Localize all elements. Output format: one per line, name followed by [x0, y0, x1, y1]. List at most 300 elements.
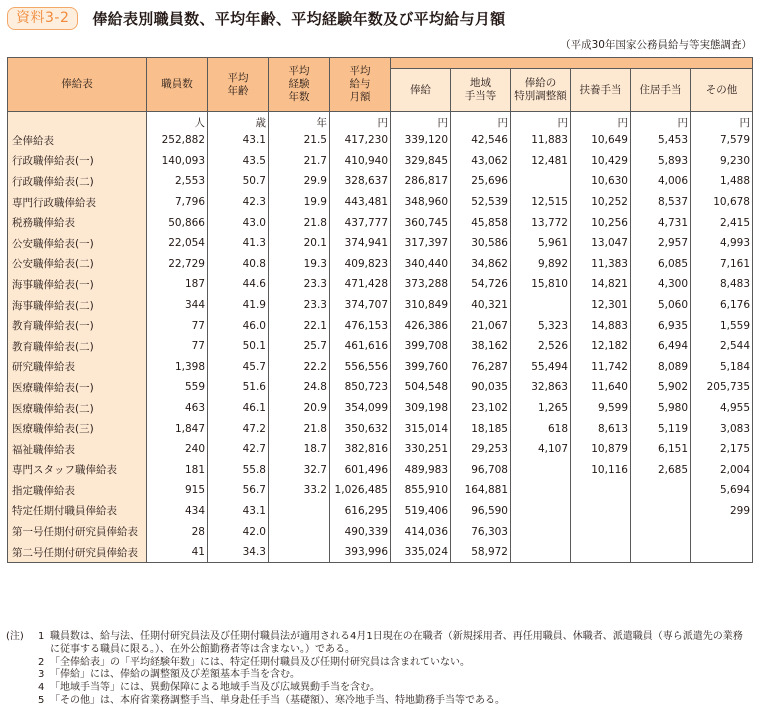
cell-special: 9,892	[511, 254, 571, 275]
cell-age: 43.1	[208, 501, 269, 522]
cell-housing: 6,935	[631, 315, 691, 336]
unit-cell: 円	[571, 112, 631, 131]
cell-other: 5,184	[691, 357, 753, 378]
cell-age: 46.0	[208, 315, 269, 336]
column-header-other	[691, 69, 753, 112]
cell-base: 317,397	[391, 233, 451, 254]
cell-family: 10,630	[571, 171, 631, 192]
cell-family	[571, 480, 631, 501]
cell-regional: 38,162	[451, 336, 511, 357]
cell-staff: 559	[147, 377, 208, 398]
cell-monthly: 354,099	[330, 398, 391, 419]
cell-staff: 434	[147, 501, 208, 522]
cell-staff: 77	[147, 336, 208, 357]
cell-exp	[269, 501, 330, 522]
cell-special	[511, 501, 571, 522]
cell-exp: 25.7	[269, 336, 330, 357]
cell-family: 10,116	[571, 460, 631, 481]
cell-regional: 30,586	[451, 233, 511, 254]
cell-age: 42.3	[208, 192, 269, 213]
cell-other: 2,175	[691, 439, 753, 460]
cell-housing: 5,902	[631, 377, 691, 398]
cell-other: 1,488	[691, 171, 753, 192]
cell-base: 335,024	[391, 542, 451, 563]
cell-age: 43.1	[208, 130, 269, 151]
cell-base: 309,198	[391, 398, 451, 419]
cell-special: 2,526	[511, 336, 571, 357]
cell-regional: 34,862	[451, 254, 511, 275]
cell-age: 44.6	[208, 274, 269, 295]
cell-other: 1,559	[691, 315, 753, 336]
column-header-label: 平均 給与 月額	[349, 65, 371, 103]
cell-family: 8,613	[571, 418, 631, 439]
cell-regional: 23,102	[451, 398, 511, 419]
cell-age: 43.0	[208, 212, 269, 233]
cell-exp: 21.5	[269, 130, 330, 151]
row-label: 専門行政職俸給表	[8, 192, 147, 213]
note-item	[6, 631, 750, 657]
table-row	[8, 480, 753, 501]
cell-regional: 96,708	[451, 460, 511, 481]
cell-monthly: 471,428	[330, 274, 391, 295]
cell-staff: 41	[147, 542, 208, 563]
cell-staff: 28	[147, 521, 208, 542]
cell-exp: 18.7	[269, 439, 330, 460]
column-header-label: 職員数	[161, 78, 193, 90]
cell-housing: 5,980	[631, 398, 691, 419]
table-row	[8, 315, 753, 336]
cell-exp: 22.2	[269, 357, 330, 378]
cell-staff: 240	[147, 439, 208, 460]
cell-exp: 22.1	[269, 315, 330, 336]
cell-monthly: 850,723	[330, 377, 391, 398]
cell-exp: 19.9	[269, 192, 330, 213]
cell-housing	[631, 542, 691, 563]
column-header-label: 平均 経験 年数	[288, 65, 310, 103]
cell-staff: 77	[147, 315, 208, 336]
cell-other	[691, 542, 753, 563]
cell-special: 1,265	[511, 398, 571, 419]
column-header-label: 平均 年齢	[227, 71, 249, 97]
cell-exp: 23.3	[269, 274, 330, 295]
cell-special: 15,810	[511, 274, 571, 295]
cell-regional: 42,546	[451, 130, 511, 151]
cell-family: 11,742	[571, 357, 631, 378]
row-label: 医療職俸給表(三)	[8, 418, 147, 439]
cell-housing: 6,151	[631, 439, 691, 460]
table-row	[8, 295, 753, 316]
cell-monthly: 410,940	[330, 151, 391, 172]
cell-staff: 252,882	[147, 130, 208, 151]
table-row	[8, 336, 753, 357]
cell-family	[571, 542, 631, 563]
cell-family: 10,252	[571, 192, 631, 213]
note-number: 4	[38, 682, 45, 694]
cell-staff: 50,866	[147, 212, 208, 233]
cell-housing: 5,060	[631, 295, 691, 316]
cell-staff: 7,796	[147, 192, 208, 213]
cell-monthly: 328,637	[330, 171, 391, 192]
cell-age: 43.5	[208, 151, 269, 172]
table-row	[8, 171, 753, 192]
cell-exp: 23.3	[269, 295, 330, 316]
column-header-housing	[631, 69, 691, 112]
row-label: 海事職俸給表(二)	[8, 295, 147, 316]
cell-other: 2,544	[691, 336, 753, 357]
column-header-name	[8, 58, 147, 112]
cell-age: 47.2	[208, 418, 269, 439]
cell-base: 315,014	[391, 418, 451, 439]
column-header-label: その他	[705, 83, 738, 96]
cell-exp	[269, 521, 330, 542]
cell-base: 373,288	[391, 274, 451, 295]
cell-special	[511, 521, 571, 542]
cell-staff: 181	[147, 460, 208, 481]
cell-regional: 25,696	[451, 171, 511, 192]
cell-special	[511, 295, 571, 316]
note-item	[6, 695, 750, 708]
cell-special: 11,883	[511, 130, 571, 151]
table-row	[8, 377, 753, 398]
cell-housing: 4,300	[631, 274, 691, 295]
column-header-monthly	[330, 58, 391, 112]
cell-age: 41.9	[208, 295, 269, 316]
column-header-label: 地域 手当等	[464, 77, 497, 102]
column-header-label: 住居手当	[639, 83, 682, 96]
cell-other: 10,678	[691, 192, 753, 213]
cell-monthly: 409,823	[330, 254, 391, 275]
table-body	[8, 112, 753, 563]
row-label: 研究職俸給表	[8, 357, 147, 378]
cell-regional: 43,062	[451, 151, 511, 172]
cell-regional: 18,185	[451, 418, 511, 439]
cell-exp: 29.9	[269, 171, 330, 192]
cell-staff: 344	[147, 295, 208, 316]
column-header-age	[208, 58, 269, 112]
cell-monthly: 443,481	[330, 192, 391, 213]
cell-base: 310,849	[391, 295, 451, 316]
cell-housing: 5,893	[631, 151, 691, 172]
cell-housing: 8,089	[631, 357, 691, 378]
row-label: 公安職俸給表(一)	[8, 233, 147, 254]
cell-special	[511, 171, 571, 192]
note-text: 「全俸給表」の「平均経験年数」には、特定任期付職員及び任期付研究員は含まれていない。	[50, 656, 470, 668]
unit-cell: 円	[451, 112, 511, 131]
cell-family: 12,301	[571, 295, 631, 316]
cell-monthly: 1,026,485	[330, 480, 391, 501]
page-title: 俸給表別職員数、平均年齢、平均経験年数及び平均給与月額	[92, 9, 506, 28]
cell-family: 12,182	[571, 336, 631, 357]
row-label: 教育職俸給表(一)	[8, 315, 147, 336]
cell-special	[511, 480, 571, 501]
cell-monthly: 374,707	[330, 295, 391, 316]
cell-special	[511, 460, 571, 481]
table-row	[8, 192, 753, 213]
cell-exp: 21.8	[269, 418, 330, 439]
table-row	[8, 439, 753, 460]
cell-monthly: 350,632	[330, 418, 391, 439]
unit-cell: 円	[631, 112, 691, 131]
cell-staff: 1,398	[147, 357, 208, 378]
cell-monthly: 476,153	[330, 315, 391, 336]
cell-regional: 45,858	[451, 212, 511, 233]
source-note: （平成30年国家公務員給与等実態調査）	[560, 39, 752, 51]
table-row	[8, 274, 753, 295]
cell-age: 50.7	[208, 171, 269, 192]
cell-base: 360,745	[391, 212, 451, 233]
cell-monthly: 393,996	[330, 542, 391, 563]
row-label: 海事職俸給表(一)	[8, 274, 147, 295]
unit-cell: 年	[269, 112, 330, 131]
note-number: 1	[38, 631, 45, 642]
row-label: 全俸給表	[8, 130, 147, 151]
row-label: 専門スタッフ職俸給表	[8, 460, 147, 481]
column-header-regional	[451, 69, 511, 112]
cell-base: 504,548	[391, 377, 451, 398]
cell-regional: 76,287	[451, 357, 511, 378]
column-header-family	[571, 69, 631, 112]
cell-housing: 2,685	[631, 460, 691, 481]
table-row	[8, 460, 753, 481]
table-row	[8, 418, 753, 439]
cell-special: 32,863	[511, 377, 571, 398]
unit-cell: 歳	[208, 112, 269, 131]
cell-regional: 40,321	[451, 295, 511, 316]
salary-table	[7, 57, 753, 563]
cell-family	[571, 521, 631, 542]
cell-monthly: 417,230	[330, 130, 391, 151]
cell-exp: 21.8	[269, 212, 330, 233]
unit-cell-blank	[8, 112, 147, 131]
table-row	[8, 130, 753, 151]
cell-staff: 463	[147, 398, 208, 419]
cell-exp: 21.7	[269, 151, 330, 172]
cell-special: 5,323	[511, 315, 571, 336]
cell-regional: 96,590	[451, 501, 511, 522]
cell-monthly: 461,616	[330, 336, 391, 357]
cell-monthly: 437,777	[330, 212, 391, 233]
cell-regional: 58,972	[451, 542, 511, 563]
note-prefix	[6, 669, 38, 682]
table-header	[8, 58, 753, 112]
cell-regional: 76,303	[451, 521, 511, 542]
note-prefix	[6, 682, 38, 695]
note-prefix	[6, 657, 38, 670]
unit-cell: 円	[330, 112, 391, 131]
cell-special: 618	[511, 418, 571, 439]
row-label: 行政職俸給表(二)	[8, 171, 147, 192]
row-label: 教育職俸給表(二)	[8, 336, 147, 357]
cell-other: 4,955	[691, 398, 753, 419]
cell-other: 6,176	[691, 295, 753, 316]
cell-special: 4,107	[511, 439, 571, 460]
cell-age: 50.1	[208, 336, 269, 357]
cell-exp: 24.8	[269, 377, 330, 398]
cell-staff: 915	[147, 480, 208, 501]
cell-base: 286,817	[391, 171, 451, 192]
cell-special: 55,494	[511, 357, 571, 378]
cell-staff: 22,729	[147, 254, 208, 275]
cell-family: 9,599	[571, 398, 631, 419]
cell-housing	[631, 480, 691, 501]
unit-row	[8, 112, 753, 131]
cell-special: 12,515	[511, 192, 571, 213]
table-row	[8, 542, 753, 563]
cell-family: 14,883	[571, 315, 631, 336]
cell-base: 339,120	[391, 130, 451, 151]
cell-exp: 20.9	[269, 398, 330, 419]
cell-base: 340,440	[391, 254, 451, 275]
cell-other: 2,004	[691, 460, 753, 481]
cell-exp: 19.3	[269, 254, 330, 275]
cell-base: 519,406	[391, 501, 451, 522]
cell-staff: 140,093	[147, 151, 208, 172]
cell-family: 13,047	[571, 233, 631, 254]
cell-base: 855,910	[391, 480, 451, 501]
note-text: 「俸給」には、俸給の調整額及び差額基本手当を含む。	[50, 669, 300, 681]
note-prefix	[6, 695, 38, 708]
cell-other: 9,230	[691, 151, 753, 172]
cell-housing: 5,119	[631, 418, 691, 439]
cell-staff: 2,553	[147, 171, 208, 192]
cell-exp: 32.7	[269, 460, 330, 481]
cell-regional: 164,881	[451, 480, 511, 501]
row-label: 医療職俸給表(二)	[8, 398, 147, 419]
cell-age: 40.8	[208, 254, 269, 275]
table-row	[8, 501, 753, 522]
row-label: 税務職俸給表	[8, 212, 147, 233]
cell-special: 13,772	[511, 212, 571, 233]
column-header-experience	[269, 58, 330, 112]
cell-housing: 5,453	[631, 130, 691, 151]
cell-base: 348,960	[391, 192, 451, 213]
unit-cell: 円	[391, 112, 451, 131]
note-number: 2	[38, 656, 45, 668]
document-badge: 資料3-2	[7, 7, 78, 30]
cell-age: 34.3	[208, 542, 269, 563]
cell-base: 330,251	[391, 439, 451, 460]
cell-base: 426,386	[391, 315, 451, 336]
row-label: 医療職俸給表(一)	[8, 377, 147, 398]
cell-monthly: 601,496	[330, 460, 391, 481]
cell-housing	[631, 521, 691, 542]
note-prefix: (注)	[6, 631, 24, 642]
column-header-base	[391, 69, 451, 112]
column-header-staff	[147, 58, 208, 112]
note-number: 3	[38, 669, 45, 681]
cell-regional: 90,035	[451, 377, 511, 398]
note-item	[6, 669, 750, 682]
row-label: 第二号任期付研究員俸給表	[8, 542, 147, 563]
column-header-label: 俸給	[410, 83, 431, 96]
cell-monthly: 616,295	[330, 501, 391, 522]
row-label: 公安職俸給表(二)	[8, 254, 147, 275]
cell-special: 5,961	[511, 233, 571, 254]
cell-exp: 20.1	[269, 233, 330, 254]
table-row	[8, 521, 753, 542]
row-label: 第一号任期付研究員俸給表	[8, 521, 147, 542]
cell-other: 7,161	[691, 254, 753, 275]
cell-monthly: 374,941	[330, 233, 391, 254]
column-header-special	[511, 69, 571, 112]
cell-other: 2,415	[691, 212, 753, 233]
table-row	[8, 212, 753, 233]
cell-special	[511, 542, 571, 563]
cell-housing: 4,006	[631, 171, 691, 192]
cell-age: 42.0	[208, 521, 269, 542]
cell-other: 3,083	[691, 418, 753, 439]
unit-cell: 円	[511, 112, 571, 131]
cell-housing: 4,731	[631, 212, 691, 233]
cell-exp: 33.2	[269, 480, 330, 501]
cell-other	[691, 521, 753, 542]
unit-cell: 円	[691, 112, 753, 131]
cell-family: 11,640	[571, 377, 631, 398]
cell-family: 10,256	[571, 212, 631, 233]
cell-base: 489,983	[391, 460, 451, 481]
cell-regional: 52,539	[451, 192, 511, 213]
table-row	[8, 151, 753, 172]
cell-housing: 2,957	[631, 233, 691, 254]
cell-age: 46.1	[208, 398, 269, 419]
note-item	[6, 682, 750, 695]
cell-age: 56.7	[208, 480, 269, 501]
cell-other: 8,483	[691, 274, 753, 295]
row-label: 行政職俸給表(一)	[8, 151, 147, 172]
cell-other: 5,694	[691, 480, 753, 501]
row-label: 特定任期付職員俸給表	[8, 501, 147, 522]
table-row	[8, 233, 753, 254]
cell-exp	[269, 542, 330, 563]
cell-monthly: 382,816	[330, 439, 391, 460]
cell-base: 399,708	[391, 336, 451, 357]
cell-regional: 54,726	[451, 274, 511, 295]
column-header-label: 俸給の 特別調整額	[514, 77, 567, 102]
cell-other: 299	[691, 501, 753, 522]
cell-other: 7,579	[691, 130, 753, 151]
note-item	[6, 657, 750, 670]
cell-family: 14,821	[571, 274, 631, 295]
cell-family: 11,383	[571, 254, 631, 275]
cell-family	[571, 501, 631, 522]
row-label: 福祉職俸給表	[8, 439, 147, 460]
cell-staff: 187	[147, 274, 208, 295]
cell-family: 10,429	[571, 151, 631, 172]
column-header-label: 扶養手当	[579, 83, 622, 96]
note-text: 「地域手当等」には、異動保障による地域手当及び広域異動手当を含む。	[50, 682, 380, 694]
cell-age: 55.8	[208, 460, 269, 481]
note-text: 「その他」は、本府省業務調整手当、単身赴任手当（基礎額）、寒冷地手当、特地勤務手当等である。	[50, 694, 505, 706]
column-header-label: 俸給表	[61, 78, 93, 90]
note-number: 5	[38, 694, 45, 706]
cell-age: 51.6	[208, 377, 269, 398]
title-row	[7, 6, 505, 30]
unit-cell: 人	[147, 112, 208, 131]
cell-family: 10,649	[571, 130, 631, 151]
note-text: 職員数は、給与法、任期付研究員法及び任期付職員法が適用される4月1日現在の在職者（新規採用者、再任用職員、休職者、派遣職員（専ら派遣先の業務に従事する職員に限る。）、在外公館勤務者等は含まない。）である。	[50, 631, 743, 655]
cell-special: 12,481	[511, 151, 571, 172]
cell-staff: 22,054	[147, 233, 208, 254]
cell-monthly: 556,556	[330, 357, 391, 378]
table-row	[8, 357, 753, 378]
cell-base: 399,760	[391, 357, 451, 378]
cell-family: 10,879	[571, 439, 631, 460]
table-row	[8, 254, 753, 275]
cell-age: 42.7	[208, 439, 269, 460]
cell-housing: 8,537	[631, 192, 691, 213]
cell-base: 329,845	[391, 151, 451, 172]
cell-monthly: 490,339	[330, 521, 391, 542]
